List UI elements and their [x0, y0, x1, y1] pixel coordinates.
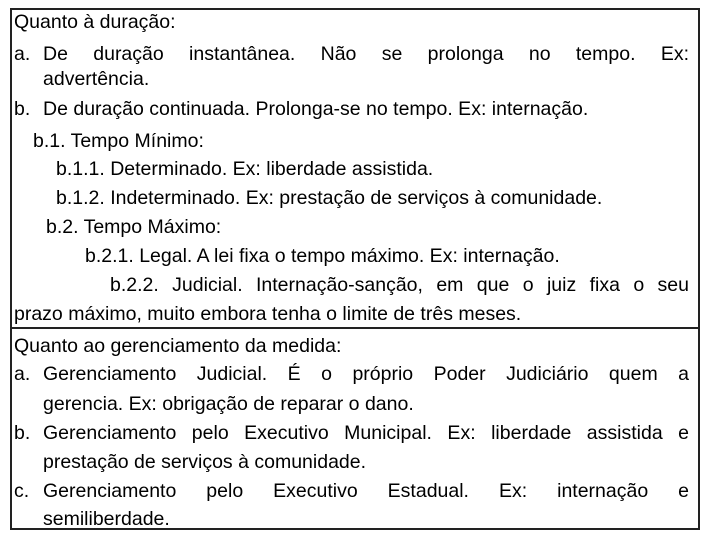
item-a-continuation: gerencia. Ex: obrigação de reparar o dano. [43, 393, 414, 415]
item-b-duracao-continuada [14, 97, 588, 121]
subitem-b22-continuation: prazo máximo, muito embora tenha o limite de três meses. [14, 303, 522, 325]
section-title-gerenciamento: Quanto ao gerenciamento da medida: [14, 335, 342, 357]
item-label: a. [14, 363, 31, 385]
item-c-continuation: semiliberdade. [43, 508, 170, 530]
item-b-executivo-municipal [14, 421, 689, 445]
item-a-continuation: advertência. [43, 68, 150, 90]
item-label: b. [14, 98, 31, 120]
item-text: Gerenciamento pelo Executivo Municipal. Ex: liberdade assistida e [43, 422, 689, 444]
item-a-duracao-instantanea [14, 42, 689, 66]
item-text: De duração instantânea. Não se prolonga no tempo. Ex: [43, 43, 689, 65]
subitem-b2: b.2. Tempo Máximo: [46, 216, 222, 238]
subitem-b12: b.1.2. Indeterminado. Ex: prestação de serviços à comunidade. [56, 187, 603, 209]
item-c-executivo-estadual [14, 479, 689, 503]
section-title-duracao: Quanto à duração: [14, 11, 176, 33]
item-label: c. [14, 480, 30, 502]
item-label: b. [14, 422, 31, 444]
item-text: Gerenciamento pelo Executivo Estadual. Ex: internação e [43, 480, 689, 502]
subitem-b1: b.1. Tempo Mínimo: [33, 130, 204, 152]
section-divider [10, 327, 700, 329]
subitem-b22: b.2.2. Judicial. Internação-sanção, em que o juiz fixa o seu [110, 274, 689, 296]
item-text: De duração continuada. Prolonga-se no tempo. Ex: internação. [43, 98, 589, 120]
item-b-continuation: prestação de serviços à comunidade. [43, 451, 367, 473]
subitem-b11: b.1.1. Determinado. Ex: liberdade assistida. [56, 158, 434, 180]
item-text: Gerenciamento Judicial. É o próprio Poder Judiciário quem a [43, 363, 689, 385]
item-label: a. [14, 43, 31, 65]
item-a-gerenciamento-judicial [14, 362, 689, 386]
subitem-b21: b.2.1. Legal. A lei fixa o tempo máximo. Ex: internação. [85, 245, 560, 267]
